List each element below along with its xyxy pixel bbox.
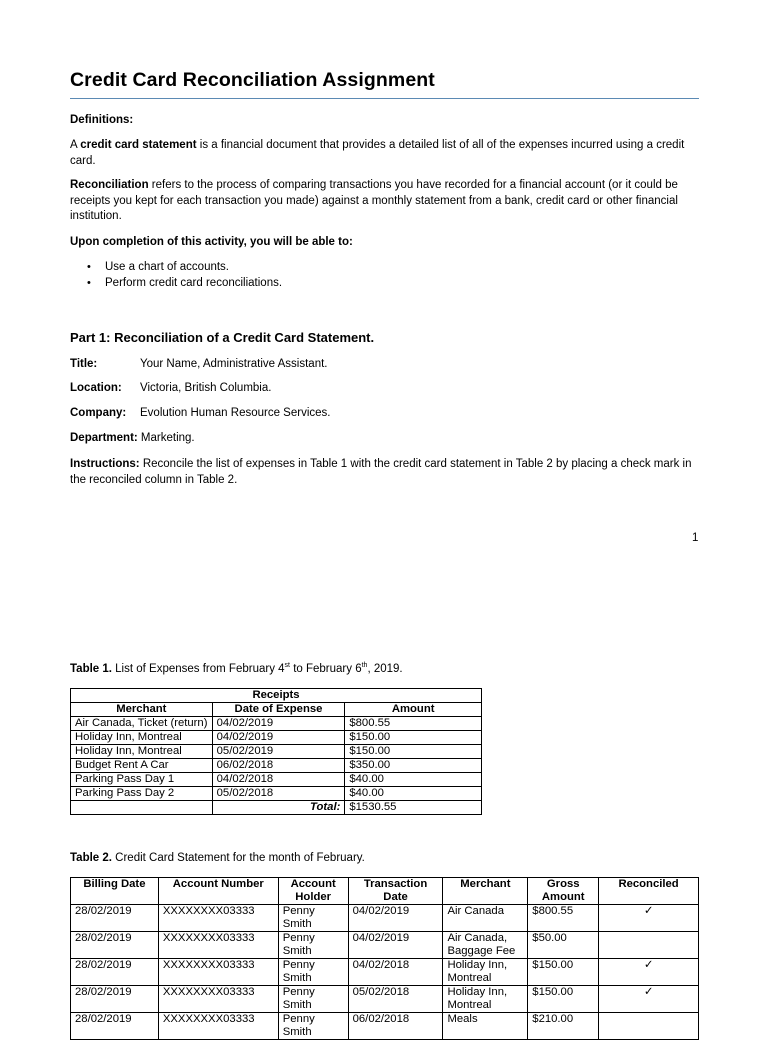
table-cell-empty — [71, 801, 213, 815]
table-cell: Meals — [443, 1013, 528, 1040]
table-row — [71, 759, 482, 773]
table-row — [71, 745, 482, 759]
table-cell: $210.00 — [528, 1013, 599, 1040]
table1-group-header: Receipts — [71, 689, 482, 703]
expenses-table — [70, 688, 482, 815]
table1-caption — [70, 662, 403, 678]
table-cell: 05/02/2018 — [212, 787, 345, 801]
objective-item: • Perform credit card reconciliations. — [70, 275, 699, 291]
table-cell: $50.00 — [528, 932, 599, 959]
table1-header: Amount — [345, 703, 482, 717]
table-cell: $150.00 — [528, 959, 599, 986]
table-cell: Penny Smith — [278, 905, 348, 932]
reconciled-check: ✓ — [599, 959, 699, 986]
objectives-heading — [70, 235, 353, 251]
table-cell: 04/02/2019 — [348, 905, 443, 932]
table2-caption-text: Credit Card Statement for the month of February. — [111, 852, 365, 864]
table1-group-header-row — [71, 689, 482, 703]
title-rule — [70, 98, 699, 99]
table-row — [71, 986, 699, 1013]
table1-total-row — [71, 801, 482, 815]
table-cell: XXXXXXXX03333 — [158, 905, 278, 932]
table-row — [71, 905, 699, 932]
objectives-list — [70, 259, 699, 291]
def2-text: refers to the process of comparing transactions you have recorded for a financial account (or it could be receipts you kept for each transaction you made) against a monthly statement from a bank, credit card or other financial institution. — [70, 179, 678, 222]
table2-header-row — [71, 878, 699, 905]
table2-header: Merchant — [443, 878, 528, 905]
table2-header: Account Number — [158, 878, 278, 905]
table1-header: Date of Expense — [212, 703, 345, 717]
definition-reconciliation — [70, 178, 699, 225]
table-row — [71, 932, 699, 959]
table-cell: Air Canada — [443, 905, 528, 932]
table-cell: Penny Smith — [278, 1013, 348, 1040]
field-department — [70, 431, 195, 447]
page-title: Credit Card Reconciliation Assignment — [70, 69, 435, 91]
field-location-value: Victoria, British Columbia. — [140, 382, 272, 394]
field-title-label: Title: — [70, 358, 98, 370]
table-cell: Penny Smith — [278, 932, 348, 959]
table-cell: Penny Smith — [278, 986, 348, 1013]
table-cell: Holiday Inn, Montreal — [71, 745, 213, 759]
table-cell: Penny Smith — [278, 959, 348, 986]
table1-caption-label: Table 1. — [70, 663, 112, 675]
table-cell: 04/02/2018 — [212, 773, 345, 787]
table-row — [71, 731, 482, 745]
table1-caption-sup1: st — [284, 662, 290, 670]
table1-caption-c: , 2019. — [367, 663, 403, 675]
objectives-heading-text: Upon completion of this activity, you will be able to: — [70, 236, 353, 248]
instructions-label: Instructions: — [70, 458, 140, 470]
definition-credit-card-statement — [70, 138, 699, 169]
instructions — [70, 457, 699, 488]
field-department-value: Marketing. — [137, 432, 195, 444]
table-cell: 28/02/2019 — [71, 905, 159, 932]
table-row — [71, 773, 482, 787]
field-title-value: Your Name, Administrative Assistant. — [140, 358, 328, 370]
table-cell: 28/02/2019 — [71, 932, 159, 959]
table-cell: $150.00 — [345, 731, 482, 745]
table1-caption-sup2: th — [361, 662, 368, 670]
table2-header: Account Holder — [278, 878, 348, 905]
objective-item: • Use a chart of accounts. — [70, 259, 699, 275]
table-cell: $350.00 — [345, 759, 482, 773]
page-number: 1 — [692, 532, 699, 544]
part1-heading: Part 1: Reconciliation of a Credit Card Statement. — [70, 330, 375, 345]
table-cell: 06/02/2018 — [212, 759, 345, 773]
field-location — [70, 381, 271, 397]
table-cell: 04/02/2019 — [212, 717, 345, 731]
def1-pre: A — [70, 139, 81, 151]
table1-header: Merchant — [71, 703, 213, 717]
table-row — [71, 1013, 699, 1040]
table-cell: $150.00 — [345, 745, 482, 759]
total-label: Total: — [212, 801, 345, 815]
table-cell: 04/02/2018 — [348, 959, 443, 986]
table-cell: $40.00 — [345, 787, 482, 801]
table1-header-row — [71, 703, 482, 717]
field-company-label: Company: — [70, 407, 127, 419]
table-cell: 28/02/2019 — [71, 1013, 159, 1040]
field-department-label: Department: — [70, 432, 138, 444]
table2-header: Reconciled — [599, 878, 699, 905]
table1-caption-b: to February 6 — [290, 663, 362, 675]
reconciled-check: ✓ — [599, 986, 699, 1013]
table-cell: XXXXXXXX03333 — [158, 1013, 278, 1040]
def2-term: Reconciliation — [70, 179, 149, 191]
table-row — [71, 717, 482, 731]
instructions-text: Reconcile the list of expenses in Table 1 with the credit card statement in Table 2 by placing a check mark in the reconciled column in Table 2. — [70, 458, 692, 486]
table-cell: XXXXXXXX03333 — [158, 959, 278, 986]
definitions-heading-text: Definitions: — [70, 114, 134, 126]
field-company — [70, 406, 330, 422]
table-cell: Air Canada, Ticket (return) — [71, 717, 213, 731]
def1-term: credit card statement — [80, 139, 197, 151]
table-cell: $800.55 — [528, 905, 599, 932]
field-title — [70, 357, 328, 373]
statement-table — [70, 877, 699, 1040]
table-cell: Holiday Inn, Montreal — [71, 731, 213, 745]
table-row — [71, 959, 699, 986]
reconciled-check — [599, 1013, 699, 1040]
table2-header: Billing Date — [71, 878, 159, 905]
def1-text: is a financial document that provides a detailed list of all of the expenses incurred using a credit card. — [70, 139, 685, 167]
table2-caption-label: Table 2. — [70, 852, 112, 864]
table-cell: 05/02/2018 — [348, 986, 443, 1013]
table-cell: Parking Pass Day 1 — [71, 773, 213, 787]
table2-caption — [70, 851, 365, 867]
table-cell: 06/02/2018 — [348, 1013, 443, 1040]
table1-caption-a: List of Expenses from February 4 — [111, 663, 285, 675]
total-value: $1530.55 — [345, 801, 482, 815]
table-cell: Holiday Inn, Montreal — [443, 986, 528, 1013]
table-cell: $150.00 — [528, 986, 599, 1013]
field-company-value: Evolution Human Resource Services. — [140, 407, 331, 419]
field-location-label: Location: — [70, 382, 122, 394]
table-cell: $800.55 — [345, 717, 482, 731]
table-cell: $40.00 — [345, 773, 482, 787]
table-cell: 04/02/2019 — [348, 932, 443, 959]
table2-header: Transaction Date — [348, 878, 443, 905]
reconciled-check: ✓ — [599, 905, 699, 932]
table-cell: Holiday Inn, Montreal — [443, 959, 528, 986]
table-cell: 28/02/2019 — [71, 959, 159, 986]
table-cell: Budget Rent A Car — [71, 759, 213, 773]
table-cell: 04/02/2019 — [212, 731, 345, 745]
definitions-heading — [70, 113, 133, 129]
table-cell: Air Canada, Baggage Fee — [443, 932, 528, 959]
table2-header: Gross Amount — [528, 878, 599, 905]
table-cell: XXXXXXXX03333 — [158, 932, 278, 959]
table-row — [71, 787, 482, 801]
table-cell: 05/02/2019 — [212, 745, 345, 759]
table-cell: 28/02/2019 — [71, 986, 159, 1013]
table-cell: XXXXXXXX03333 — [158, 986, 278, 1013]
table-cell: Parking Pass Day 2 — [71, 787, 213, 801]
reconciled-check — [599, 932, 699, 959]
